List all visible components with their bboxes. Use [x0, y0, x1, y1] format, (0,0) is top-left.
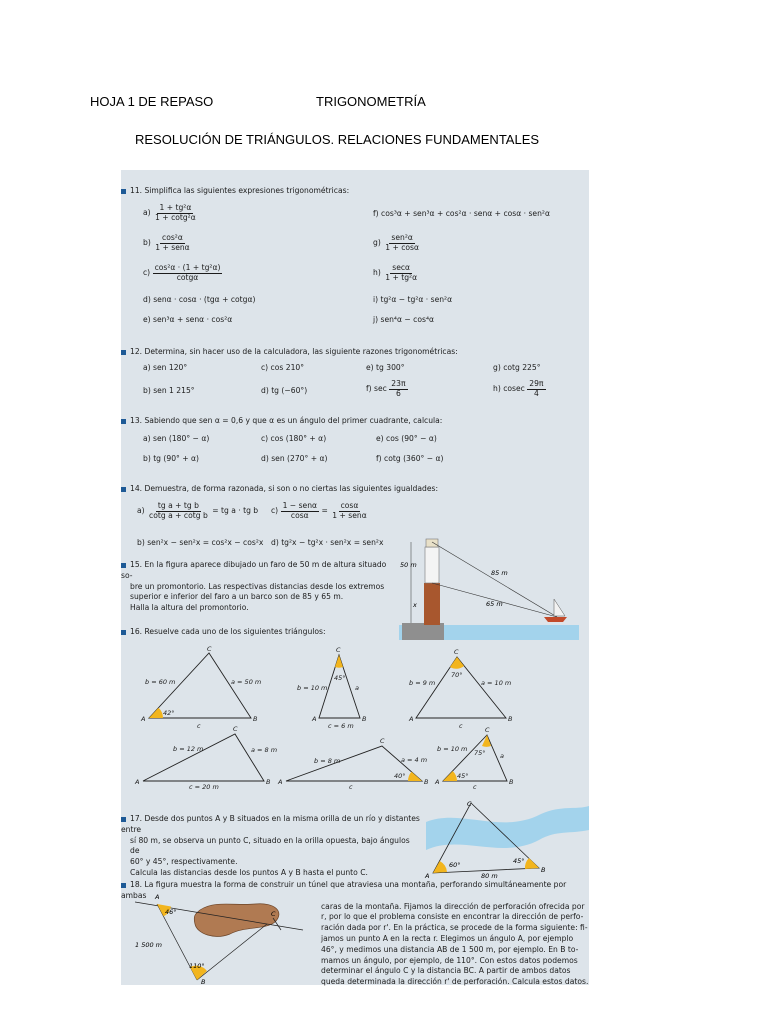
ex14-title-text: 14. Demuestra, de forma razonada, si son o no ciertas las siguientes igualdades: — [130, 484, 439, 493]
triangles-figure — [121, 640, 589, 790]
ex11-f: f) cos³α + sen³α + cos²α · senα + cosα · sen²α — [373, 209, 550, 218]
promontory-rock — [424, 583, 440, 625]
ex11-title-text: 11. Simplifica las siguientes expresiones trigonométricas: — [130, 186, 350, 195]
ex17-text — [121, 814, 421, 879]
ex11-b-fraction — [153, 234, 191, 252]
ex11-h-den: 1 + tg²α — [385, 272, 418, 282]
label-x: x — [413, 601, 417, 609]
ex17-line — [121, 814, 421, 836]
t5-C: C — [380, 737, 385, 745]
ex12-f — [366, 380, 408, 398]
ex13-e: e) cos (90° − α) — [376, 434, 437, 443]
river — [426, 806, 589, 850]
ex12-title-text: 12. Determina, sin hacer uso de la calculadora, las siguiente razones trigonométricas: — [130, 347, 458, 356]
ex11-i: i) tg²α − tg²α · sen²α — [373, 295, 453, 304]
ex14-c-fraction1 — [281, 502, 319, 520]
subject-label: TRIGONOMETRÍA — [316, 94, 426, 109]
ex15-line: Halla la altura del promontorio. — [130, 603, 249, 613]
t3-C: C — [454, 648, 459, 656]
ex14-a-fraction — [147, 502, 210, 520]
t3-A: A — [409, 715, 414, 723]
ex12-b: b) sen 1 215° — [143, 386, 195, 395]
ex11-h-label: h) — [373, 268, 381, 278]
ex14-c-den1: cosα — [290, 510, 309, 520]
t5-a: a = 4 m — [401, 756, 428, 764]
ex11-c-den: cotgα — [176, 272, 199, 282]
t6-a: a — [500, 752, 504, 760]
ex13-b: b) tg (90° + α) — [143, 454, 199, 463]
t4-B: B — [266, 778, 271, 786]
ex11-b-den: 1 + senα — [155, 242, 190, 252]
bullet-icon — [121, 350, 126, 355]
ex16-title-text: 16. Resuelve cada uno de los siguientes triángulos: — [130, 627, 326, 636]
ex13-d: d) sen (270° + α) — [261, 454, 328, 463]
label-C: C — [271, 910, 276, 918]
ex11-h-fraction — [383, 264, 419, 282]
ex16-title — [121, 627, 326, 636]
ex18-line: r, por lo que el problema consiste en encontrar la dirección de perfo- — [321, 912, 584, 922]
t5-c: c — [349, 783, 353, 790]
ex11-a — [143, 204, 198, 222]
ex12-h — [493, 380, 546, 398]
label-60: 60° — [449, 861, 461, 869]
label-C: C — [467, 800, 472, 808]
ex12-f-num: 23π — [391, 379, 406, 388]
ex14-c-label: c) — [271, 506, 279, 516]
ex11-g-num: sen²α — [391, 233, 413, 242]
ex11-g-den: 1 + cosα — [385, 242, 420, 252]
ex12-h-num: 29π — [529, 379, 544, 388]
t1-angle: 42° — [163, 709, 175, 717]
ex14-a — [137, 502, 258, 520]
ex14-d: d) tg²x − tg²x · sen²x = sen²x — [271, 538, 384, 547]
ex17-line: Calcula las distancias desde los puntos A y B hasta el punto C. — [130, 867, 368, 877]
ex11-h — [373, 264, 419, 282]
t2-A: A — [312, 715, 317, 723]
ex12-a: a) sen 120° — [143, 363, 188, 372]
exercise-panel — [121, 170, 589, 985]
ex13-c: c) cos (180° + α) — [261, 434, 327, 443]
label-85m: 85 m — [491, 569, 508, 577]
ex12-f-den: 6 — [395, 388, 401, 398]
ex12-f-fraction — [389, 380, 407, 398]
ex11-c-fraction — [153, 264, 223, 282]
ex18-line: 46°, y medimos una distancia AB de 1 500 m, por ejemplo. En B to- — [321, 944, 579, 954]
label-1500m: 1 500 m — [135, 941, 163, 949]
t6-c: c — [473, 783, 477, 790]
angle-marker-b — [525, 858, 539, 869]
lighthouse-lamp — [426, 539, 438, 547]
t4-b: b = 12 m — [173, 745, 204, 753]
ex11-e: e) sen³α + senα · cos²α — [143, 315, 233, 324]
t3-c: c — [459, 722, 463, 730]
t2-angle: 45° — [334, 674, 346, 682]
t2-C: C — [336, 646, 341, 654]
bullet-icon — [121, 563, 126, 568]
ex14-c-fraction2 — [330, 502, 368, 520]
ex14-c-num1: 1 − senα — [282, 501, 318, 510]
ex14-a-label: a) — [137, 506, 145, 516]
ex12-e: e) tg 300° — [366, 363, 405, 372]
label-A: A — [425, 872, 430, 880]
ex11-h-num: secα — [392, 263, 411, 272]
ex12-c: c) cos 210° — [261, 363, 305, 372]
ex11-a-label: a) — [143, 208, 151, 218]
ex14-c-den2: 1 + senα — [332, 510, 367, 520]
t6-b: b = 10 m — [437, 745, 468, 753]
river-figure — [421, 800, 589, 880]
ex14-c — [271, 502, 369, 520]
ex14-a-rhs: = tg a · tg b — [212, 506, 259, 516]
t1-A: A — [141, 715, 146, 723]
ex11-d: d) senα · cosα · (tgα + cotgα) — [143, 295, 256, 304]
t6-C: C — [485, 726, 490, 734]
t5-b: b = 8 m — [314, 757, 341, 765]
angle-marker-6b — [443, 771, 457, 781]
ex14-a-den: cotg a + cotg b — [149, 510, 208, 520]
t3-B: B — [508, 715, 513, 723]
ex17-line: sí 80 m, se observa un punto C, situado en la orilla opuesta, bajo ángulos de — [130, 835, 410, 856]
ex12-h-label: h) cosec — [493, 384, 525, 394]
ex17-line-text: 17. Desde dos puntos A y B situados en la misma orilla de un río y distantes entre — [121, 814, 420, 834]
ex11-g — [373, 234, 421, 252]
t3-angle: 70° — [451, 671, 463, 679]
bullet-icon — [121, 487, 126, 492]
ex11-g-fraction — [383, 234, 421, 252]
t4-a: a = 8 m — [251, 746, 278, 754]
ex11-c-num: cos²α · (1 + tg²α) — [154, 263, 221, 272]
t1-C: C — [207, 645, 212, 653]
triangle-4 — [143, 734, 264, 781]
ex15-line: bre un promontorio. Las respectivas distancias desde los extremos — [130, 581, 385, 591]
ex14-title — [121, 484, 438, 493]
ex18-line: jamos un punto A en la recta r. Elegimos un ángulo A, por ejemplo — [321, 933, 574, 943]
t3-b: b = 9 m — [409, 679, 436, 687]
ex14-c-eq: = — [321, 506, 328, 516]
ex13-a: a) sen (180° − α) — [143, 434, 210, 443]
ex15-text — [121, 560, 391, 614]
ex15-line-text: 15. En la figura aparece dibujado un faro de 50 m de altura situado so- — [121, 560, 387, 580]
ex11-c — [143, 264, 222, 282]
t2-b: b = 10 m — [297, 684, 328, 692]
bullet-icon — [121, 189, 126, 194]
t6-A: A — [435, 778, 440, 786]
angle-marker-5 — [408, 772, 422, 781]
t5-A: A — [278, 778, 283, 786]
sheet-label: HOJA 1 DE REPASO — [90, 94, 214, 109]
bullet-icon — [121, 883, 126, 888]
bullet-icon — [121, 817, 126, 822]
ex13-title-text: 13. Sabiendo que sen α = 0,6 y que α es un ángulo del primer cuadrante, calcula: — [130, 416, 443, 425]
ex14-c-num2: cosα — [340, 501, 359, 510]
t4-A: A — [135, 778, 140, 786]
label-45: 45° — [513, 857, 525, 865]
ex12-h-den: 4 — [533, 388, 539, 398]
ex18-line: mamos un ángulo, por ejemplo, de 110°. Con estos datos podemos — [321, 955, 578, 965]
bullet-icon — [121, 630, 126, 635]
ex11-title — [121, 186, 349, 195]
ex18-line: determinar el ángulo C y la distancia BC. A partir de ambos datos — [321, 966, 571, 976]
ex13-f: f) cotg (360° − α) — [376, 454, 444, 463]
ex15-line: superior e inferior del faro a un barco son de 85 y 65 m. — [130, 592, 344, 602]
ex15-line — [121, 560, 391, 582]
ex18-line: queda determinada la dirección r' de perforación. Calcula estos datos. — [321, 977, 589, 987]
t3-a: a = 10 m — [481, 679, 512, 687]
lighthouse-figure — [399, 535, 579, 640]
ex11-a-den: 1 + cotg²α — [155, 212, 196, 222]
label-B: B — [201, 978, 206, 985]
t1-c: c — [197, 722, 201, 730]
tunnel-figure — [135, 890, 321, 985]
lighthouse-tower — [425, 547, 439, 583]
ex12-d: d) tg (−60°) — [261, 386, 308, 395]
t2-c: c = 6 m — [328, 722, 354, 730]
label-110: 110° — [189, 962, 205, 970]
ex11-a-num: 1 + tg²α — [159, 203, 192, 212]
ex11-b — [143, 234, 192, 252]
label-B: B — [541, 866, 546, 874]
page-title: RESOLUCIÓN DE TRIÁNGULOS. RELACIONES FUNDAMENTALES — [135, 132, 540, 147]
t6-angle2: 45° — [457, 772, 469, 780]
t4-c: c = 20 m — [189, 783, 219, 790]
ex18-line: ración dada por r'. En la práctica, se procede de la forma siguiente: fi- — [321, 923, 588, 933]
ex12-h-fraction — [527, 380, 545, 398]
angle-marker-1 — [149, 708, 163, 718]
ex11-b-num: cos²α — [162, 233, 183, 242]
boat-hull — [544, 617, 567, 622]
ex11-b-label: b) — [143, 238, 151, 248]
angle-marker-2 — [335, 655, 343, 668]
ex12-f-label: f) sec — [366, 384, 387, 394]
t6-B: B — [509, 778, 514, 786]
ex12-g: g) cotg 225° — [493, 363, 541, 372]
promontory-base — [402, 623, 444, 640]
ex11-j: j) sen⁴α − cos⁴α — [373, 315, 434, 324]
boat-sail — [554, 599, 565, 616]
ex11-a-fraction — [153, 204, 198, 222]
t5-B: B — [424, 778, 429, 786]
t6-angle1: 75° — [474, 749, 486, 757]
mountain — [194, 904, 279, 937]
t4-C: C — [233, 725, 238, 733]
t2-a: a — [355, 684, 359, 692]
angle-marker-a — [433, 861, 447, 873]
ex14-a-num: tg a + tg b — [157, 501, 199, 510]
ex14-b: b) sen²x − sen²x = cos²x − cos²x — [137, 538, 264, 547]
t1-a: a = 50 m — [231, 678, 262, 686]
bullet-icon — [121, 419, 126, 424]
ex18-line: caras de la montaña. Fijamos la dirección de perforación ofrecida por — [321, 901, 585, 911]
t2-B: B — [362, 715, 367, 723]
label-50m: 50 m — [400, 561, 417, 569]
t1-b: b = 60 m — [145, 678, 176, 686]
t5-angle: 40° — [394, 772, 406, 780]
ex13-title — [121, 416, 442, 425]
ex11-g-label: g) — [373, 238, 381, 248]
ex12-title — [121, 347, 458, 356]
label-80m: 80 m — [481, 872, 498, 880]
ex17-line: 60° y 45°, respectivamente. — [130, 857, 238, 867]
ex11-c-label: c) — [143, 268, 151, 278]
label-A: A — [155, 893, 160, 901]
ex18-line-text: 18. La figura muestra la forma de construir un túnel que atraviesa una montaña, perforando simultáneamente por ambas — [121, 880, 567, 900]
t1-B: B — [253, 715, 258, 723]
label-46: 46° — [165, 908, 177, 916]
label-65m: 65 m — [486, 600, 503, 608]
